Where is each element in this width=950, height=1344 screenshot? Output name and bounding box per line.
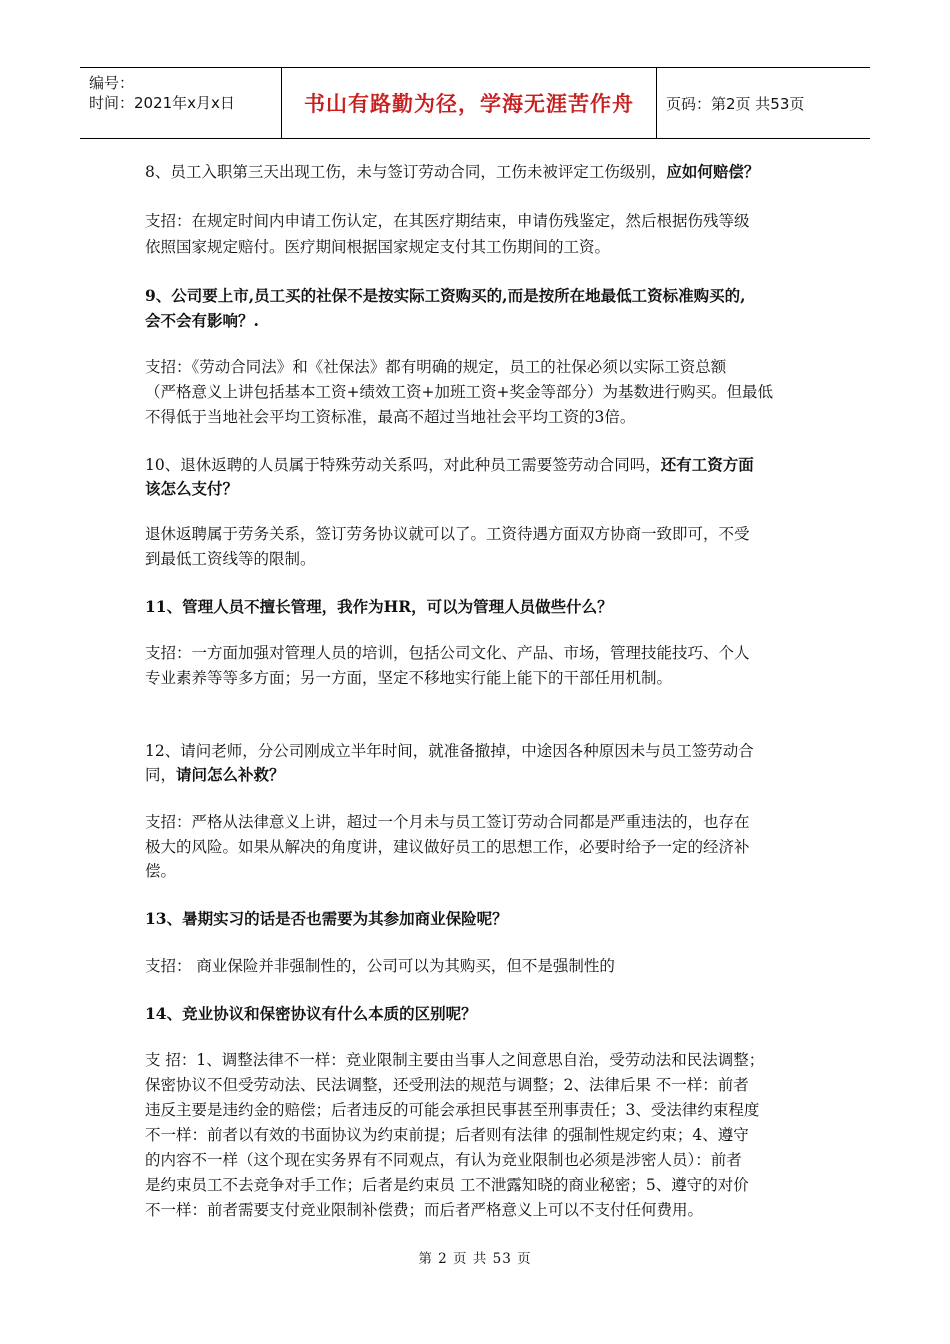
question-bold: 还有工资方面 — [660, 455, 754, 474]
document-header — [80, 67, 870, 139]
code-label: 编号： — [89, 74, 135, 92]
question-text: 同， — [145, 766, 177, 784]
header-meta-cell — [80, 68, 282, 138]
question-text: 8、员工入职第三天出现工伤，未与签订劳动合同，工伤未被评定工伤级别， — [145, 163, 667, 181]
answer-9-line-2: （严格意义上讲包括基本工资+绩效工资+加班工资+奖金等部分）为基数进行购买。但最低 — [145, 383, 773, 401]
question-12-line-2 — [145, 762, 810, 788]
answer-13-line-1: 支招： 商业保险并非强制性的，公司可以为其购买，但不是强制性的 — [145, 957, 615, 975]
header-motto-cell — [282, 68, 657, 138]
question-9-line-1 — [145, 283, 810, 309]
question-bold: 而是按所在地最低工资标准购买的, — [507, 286, 746, 305]
answer-10-line-1: 退休返聘属于劳务关系，签订劳务协议就可以了。工资待遇方面双方协商一致即可，不受 — [145, 525, 750, 543]
question-text: 9、公司要上市,员工买的社保不是按实际工资购买的, — [145, 286, 508, 305]
question-10-line-2: 该怎么支付？ — [145, 479, 239, 498]
answer-9-line-1: 支招：《劳动合同法》和《社保法》都有明确的规定，员工的社保必须以实际工资总额 — [145, 358, 727, 376]
question-14: 14、竞业协议和保密协议有什么本质的区别呢？ — [145, 1004, 477, 1023]
answer-14-line-7: 不一样：前者需要支付竞业限制补偿费；而后者严格意义上可以不支付任何费用。 — [145, 1201, 704, 1219]
answer-9-line-3: 不得低于当地社会平均工资标准，最高不超过当地社会平均工资的3倍。 — [145, 408, 636, 426]
answer-14-line-4: 不一样：前者以有效的书面协议为约束前提；后者则有法律 的强制性规定约束；4、遵守 — [145, 1126, 749, 1144]
answer-12-line-1: 支招：严格从法律意义上讲，超过一个月未与员工签订劳动合同都是严重违法的，也存在 — [145, 813, 750, 831]
answer-8-line-1: 支招：在规定时间内申请工伤认定，在其医疗期结束，申请伤残鉴定，然后根据伤残等级 — [145, 212, 750, 230]
motto: 书山有路勤为径，学海无涯苦作舟 — [304, 92, 634, 116]
answer-14-line-1: 支 招：1、调整法律不一样：竞业限制主要由当事人之间意思自治，受劳动法和民法调整； — [145, 1051, 765, 1069]
question-9-line-2: 会不会有影响？. — [145, 311, 259, 330]
header-page-cell — [657, 68, 870, 138]
answer-14-line-5: 的内容不一样（这个现在实务界有不同观点，有认为竞业限制也必须是涉密人员）：前者 — [145, 1151, 742, 1169]
question-text: 10、退休返聘的人员属于特殊劳动关系吗，对此种员工需要签劳动合同吗， — [145, 456, 661, 474]
answer-12-line-3: 偿。 — [145, 862, 177, 880]
page-label: 页码：第2页 共53页 — [666, 94, 805, 113]
answer-14-line-6: 是约束员工不去竞争对手工作；后者是约束员 工不泄露知晓的商业秘密；5、遵守的对价 — [145, 1176, 749, 1194]
question-8 — [145, 159, 810, 185]
question-13: 13、暑期实习的话是否也需要为其参加商业保险呢？ — [145, 909, 508, 928]
question-10-line-1 — [145, 452, 810, 478]
answer-11-line-1: 支招：一方面加强对管理人员的培训，包括公司文化、产品、市场，管理技能技巧、个人 — [145, 644, 750, 662]
answer-8-line-2: 依照国家规定赔付。医疗期间根据国家规定支付其工伤期间的工资。 — [145, 238, 611, 256]
question-11: 11、管理人员不擅长管理，我作为HR，可以为管理人员做些什么？ — [145, 597, 613, 616]
answer-14-line-3: 违反主要是违约金的赔偿；后者违反的可能会承担民事甚至刑事责任；3、受法律约束程度 — [145, 1101, 760, 1119]
answer-11-line-2: 专业素养等等多方面；另一方面，坚定不移地实行能上能下的干部任用机制。 — [145, 669, 673, 687]
date-label: 时间：2021年x月x日 — [89, 94, 235, 112]
answer-14-line-2: 保密协议不但受劳动法、民法调整，还受刑法的规范与调整；2、法律后果 不一样：前者 — [145, 1076, 749, 1094]
question-12-line-1: 12、请问老师，分公司刚成立半年时间，就准备撤掉，中途因各种原因未与员工签劳动合 — [145, 742, 754, 760]
question-bold: 应如何赔偿？ — [666, 162, 760, 181]
answer-12-line-2: 极大的风险。如果从解决的角度讲，建议做好员工的思想工作，必要时给予一定的经济补 — [145, 838, 750, 856]
answer-10-line-2: 到最低工资线等的限制。 — [145, 550, 316, 568]
page-footer: 第 2 页 共 53 页 — [418, 1251, 532, 1267]
question-bold: 请问怎么补救？ — [176, 765, 285, 784]
